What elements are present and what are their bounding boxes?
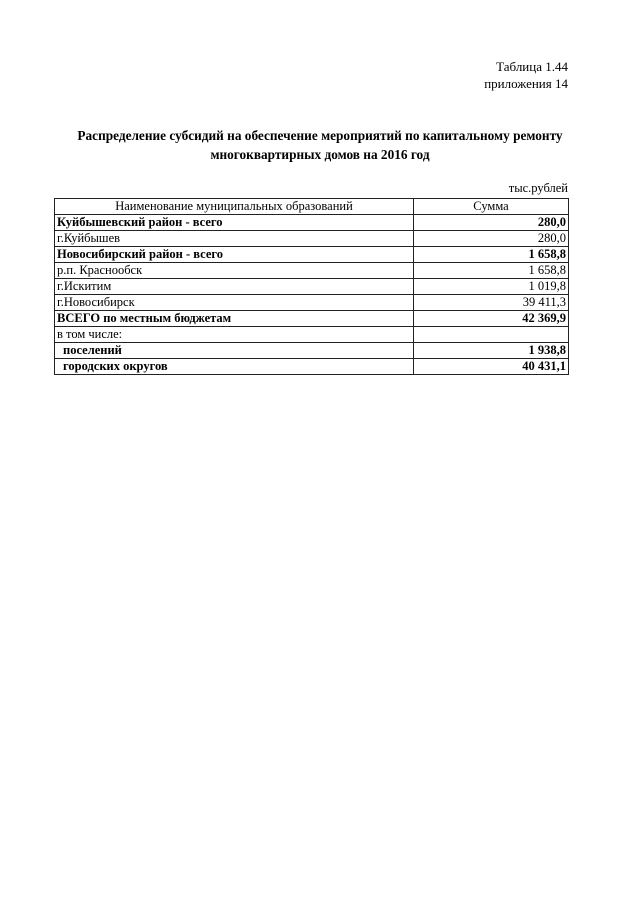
row-amount: 1 658,8 — [414, 263, 569, 279]
table-reference — [484, 58, 568, 92]
table-row-total — [55, 311, 569, 327]
header-municipality: Наименование муниципальных образований — [55, 199, 414, 215]
subsidies-table — [54, 198, 569, 375]
row-name: ВСЕГО по местным бюджетам — [55, 311, 414, 327]
table-row — [55, 359, 569, 375]
header-amount: Сумма — [414, 199, 569, 215]
table-row — [55, 343, 569, 359]
table-row — [55, 279, 569, 295]
row-name: Новосибирский район - всего — [55, 247, 414, 263]
table-row — [55, 327, 569, 343]
appendix-number: приложения 14 — [484, 76, 568, 91]
title-line-2: многоквартирных домов на 2016 год — [210, 147, 430, 162]
table-header-row — [55, 199, 569, 215]
table-row — [55, 215, 569, 231]
table-row — [55, 263, 569, 279]
table-number: Таблица 1.44 — [496, 59, 568, 74]
units-label: тыс.рублей — [508, 181, 568, 195]
row-name: р.п. Краснообск — [55, 263, 414, 279]
row-amount: 280,0 — [414, 231, 569, 247]
table-row — [55, 247, 569, 263]
row-name: г.Новосибирск — [55, 295, 414, 311]
row-amount: 280,0 — [414, 215, 569, 231]
row-name: в том числе: — [55, 327, 414, 343]
row-amount: 42 369,9 — [414, 311, 569, 327]
row-name: г.Искитим — [55, 279, 414, 295]
row-amount: 1 938,8 — [414, 343, 569, 359]
row-name: городских округов — [55, 359, 414, 375]
document-title — [50, 126, 590, 164]
row-name: г.Куйбышев — [55, 231, 414, 247]
row-name: поселений — [55, 343, 414, 359]
row-amount: 39 411,3 — [414, 295, 569, 311]
title-line-1: Распределение субсидий на обеспечение мероприятий по капитальному ремонту — [77, 128, 563, 143]
table-row — [55, 231, 569, 247]
row-name: Куйбышевский район - всего — [55, 215, 414, 231]
row-amount: 1 658,8 — [414, 247, 569, 263]
row-amount: 1 019,8 — [414, 279, 569, 295]
row-amount — [414, 327, 569, 343]
row-amount: 40 431,1 — [414, 359, 569, 375]
table-row — [55, 295, 569, 311]
